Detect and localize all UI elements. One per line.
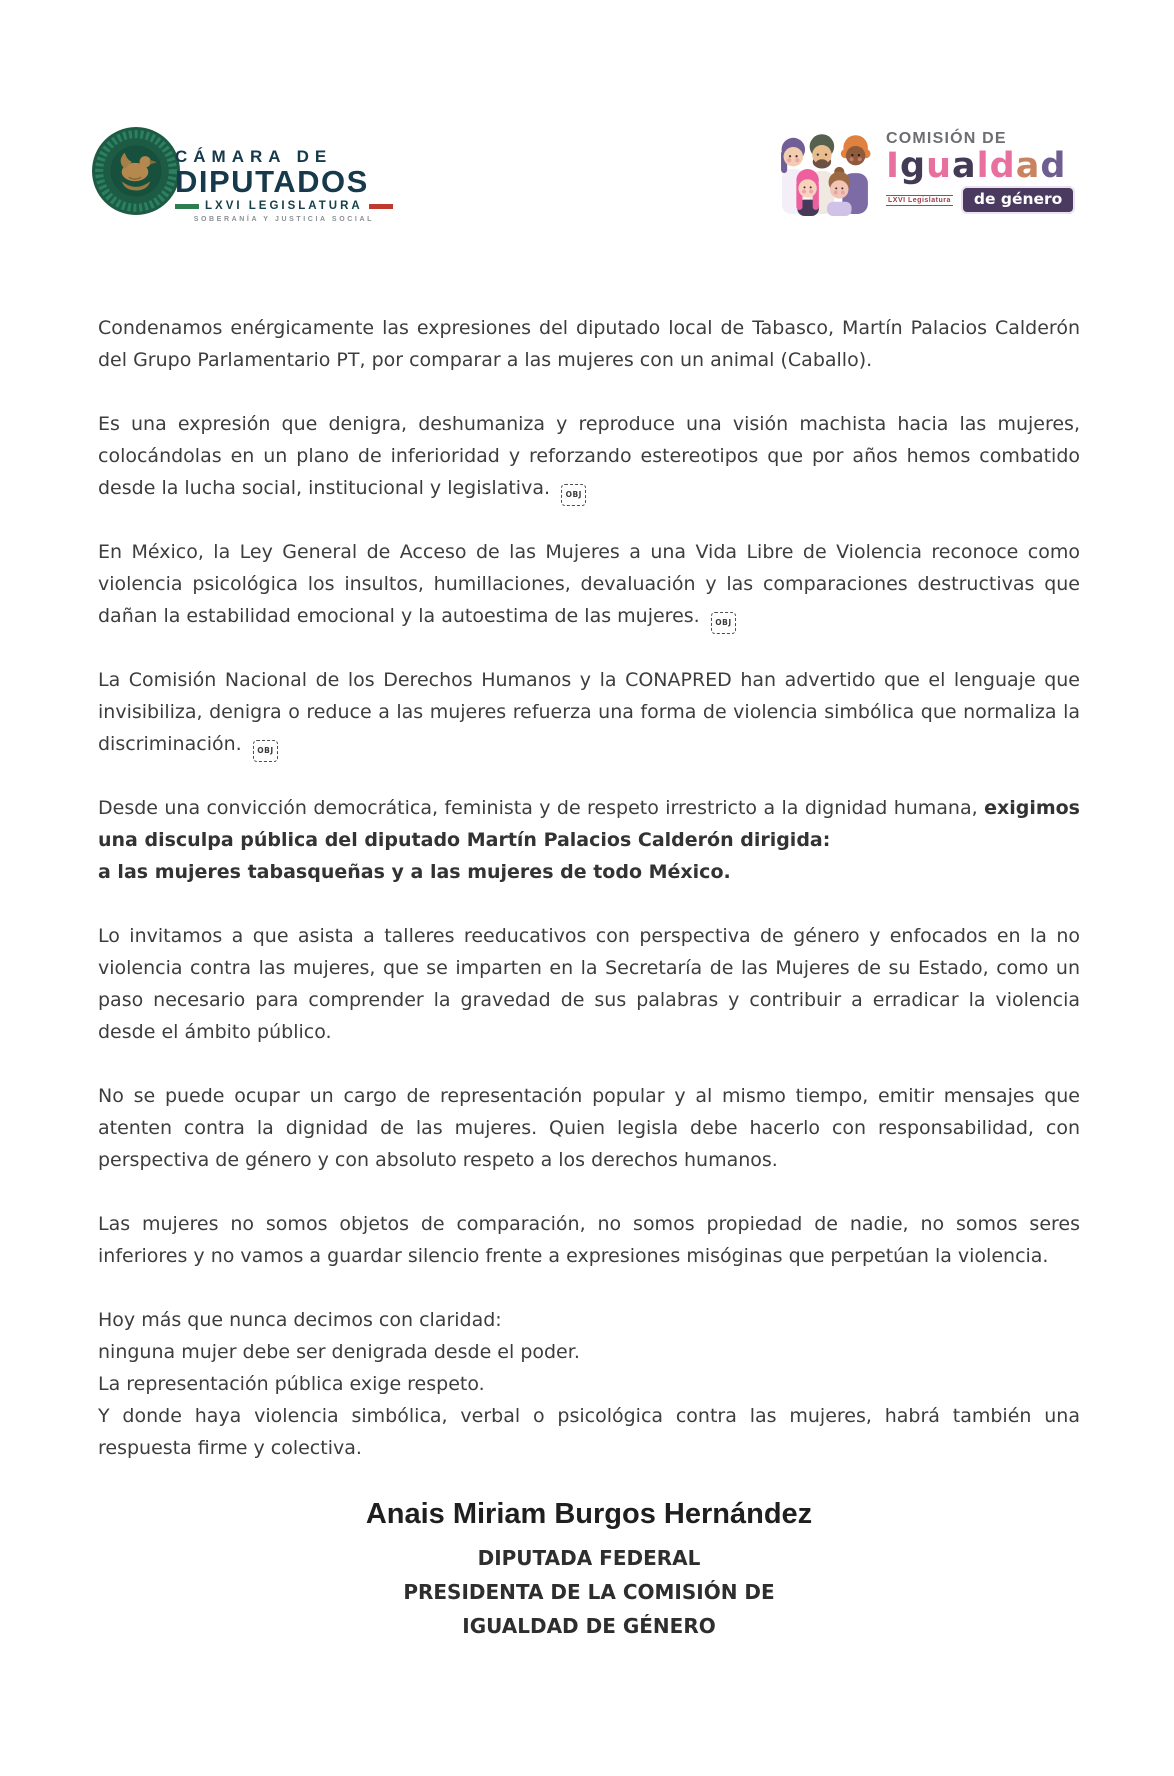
document-content [98, 312, 1080, 1643]
comision-kicker: COMISIÓN DE [886, 130, 1007, 147]
camara-motto: SOBERANÍA Y JUSTICIA SOCIAL [193, 216, 374, 223]
paragraph [98, 1208, 1080, 1272]
emphasis-text: exigimos una disculpa pública del diputado Martín Palacios Calderón dirigida: a las mujeres tabasqueñas y a las mujeres de todo México. [98, 797, 1080, 883]
wordmark-letter: I [886, 146, 901, 186]
body-text: Lo invitamos a que asista a talleres reeducativos con perspectiva de género y enfocados en la no violencia contra las mujeres, que se imparten en la Secretaría de las Mujeres de su Estado, como un paso necesario para comprender la gravedad de sus palabras y contribuir a erradicar la violencia desde el ámbito público. [98, 925, 1080, 1043]
wordmark-letter: a [952, 146, 977, 186]
comision-igualdad-logo [768, 124, 1075, 216]
signature-role-line: PRESIDENTA DE LA COMISIÓN DE [403, 1580, 775, 1604]
igualdad-people-icon [768, 124, 884, 216]
wordmark-letter: d [1040, 146, 1067, 186]
signature-role-line: DIPUTADA FEDERAL [477, 1546, 701, 1570]
object-replacement-marker: OBJ [253, 740, 278, 762]
camara-title-line1: CÁMARA DE [175, 147, 333, 166]
wordmark-letter: u [926, 146, 953, 186]
green-bar-icon [175, 204, 199, 209]
object-replacement-marker: OBJ [561, 484, 586, 506]
signature-role-line: IGUALDAD DE GÉNERO [462, 1614, 716, 1638]
camara-title-line2: DIPUTADOS [175, 164, 369, 199]
paragraph [98, 664, 1080, 760]
paragraph [98, 792, 1080, 888]
body-text: Las mujeres no somos objetos de comparación, no somos propiedad de nadie, no somos seres inferiores y no vamos a guardar silencio frente a expresiones misóginas que perpetúan la violencia. [98, 1213, 1080, 1267]
paragraph [98, 1080, 1080, 1176]
body-text: Desde una convicción democrática, feminista y de respeto irrestricto a la dignidad humana, [98, 797, 985, 819]
body-text: En México, la Ley General de Acceso de las Mujeres a una Vida Libre de Violencia reconoce como violencia psicológica los insultos, humillaciones, devaluación y las comparaciones destructivas que dañan la estabilidad emocional y la autoestima de las mujeres. [98, 541, 1080, 627]
wordmark-letter: d [989, 146, 1016, 186]
igualdad-wordmark [886, 148, 1075, 184]
body-text: La Comisión Nacional de los Derechos Humanos y la CONAPRED han advertido que el lenguaje que invisibiliza, denigra o reduce a las mujeres refuerza una forma de violencia simbólica que normaliza la discriminación. [98, 669, 1080, 755]
signature-name: Anais Miriam Burgos Hernández [365, 1498, 813, 1530]
paragraph [98, 536, 1080, 632]
paragraph [98, 1304, 1080, 1464]
camara-emblem-icon [92, 127, 180, 215]
camara-legislature: LXVI LEGISLATURA [205, 200, 363, 212]
body-text: Hoy más que nunca decimos con claridad: ninguna mujer debe ser denigrada desde el poder. La representación pública exige respeto. Y donde haya violencia simbólica, verbal o psicológica contra las mujeres, habrá también una respuesta firme y colectiva. [98, 1309, 1080, 1459]
signature-roles [98, 1541, 1080, 1643]
body-text: Es una expresión que denigra, deshumaniza y reproduce una visión machista hacia las mujeres, colocándolas en un plano de inferioridad y reforzando estereotipos que por años hemos combatido desde la lucha social, institucional y legislativa. [98, 413, 1080, 499]
legislatura-caption: LXVI Legislatura [888, 196, 951, 204]
body-text: No se puede ocupar un cargo de representación popular y al mismo tiempo, emitir mensajes que atenten contra la dignidad de las mujeres. Quien legisla debe hacerlo con responsabilidad, con perspectiva de género y con absoluto respeto a los derechos humanos. [98, 1085, 1080, 1171]
camara-diputados-logo [92, 127, 393, 223]
wordmark-letter: l [976, 146, 990, 186]
body-text: Condenamos enérgicamente las expresiones del diputado local de Tabasco, Martín Palacios Calderón del Grupo Parlamentario PT, por comparar a las mujeres con un animal (Caballo). [98, 317, 1080, 371]
paragraph [98, 312, 1080, 376]
paragraph [98, 408, 1080, 504]
paragraph [98, 920, 1080, 1048]
red-bar-icon [369, 204, 393, 209]
object-replacement-marker: OBJ [711, 612, 736, 634]
wordmark-letter: a [1015, 146, 1041, 186]
document-paragraphs [98, 312, 1080, 1464]
signature-block [98, 1496, 1080, 1643]
de-genero-badge: de género [961, 186, 1075, 214]
wordmark-letter: g [900, 146, 927, 186]
